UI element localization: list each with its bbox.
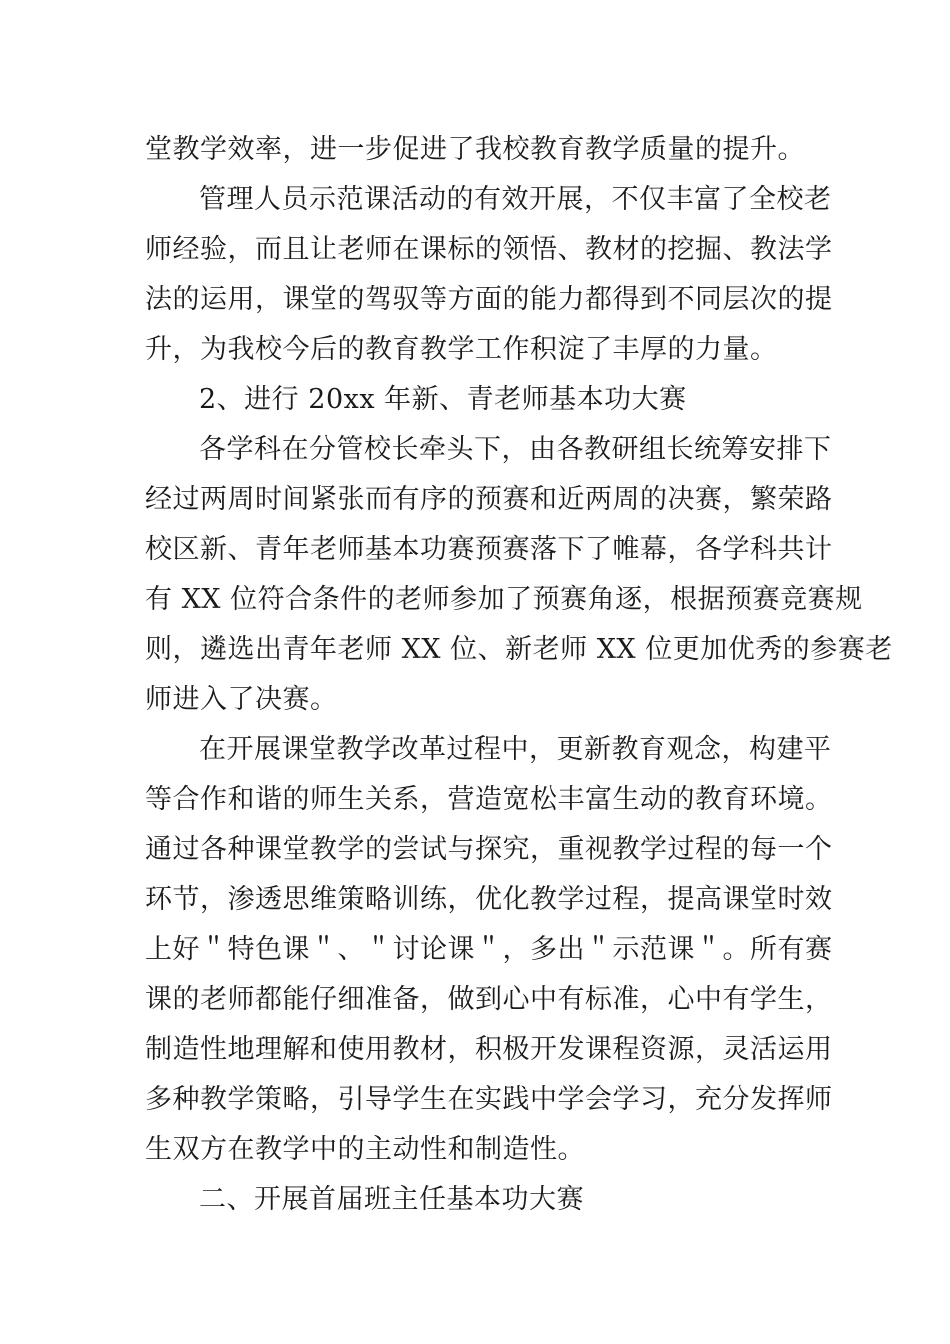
section-heading: 2、进行 20xx 年新、青老师基本功大赛 <box>199 384 687 415</box>
paragraph-line: 环节，渗透思维策略训练，优化教学过程，提高课堂时效 <box>145 884 833 915</box>
paragraph-line: 通过各种课堂教学的尝试与探究，重视教学过程的每一个 <box>145 834 833 865</box>
paragraph-line: 课的老师都能仔细准备，做到心中有标准，心中有学生， <box>145 984 833 1015</box>
paragraph-line: 则，遴选出青年老师 XX 位、新老师 XX 位更加优秀的参赛老 <box>145 634 893 665</box>
paragraph-line: 各学科在分管校长牵头下，由各教研组长统筹安排下 <box>199 434 832 465</box>
paragraph-line: 生双方在教学中的主动性和制造性。 <box>145 1134 585 1165</box>
paragraph-line: 在开展课堂教学改革过程中，更新教育观念，构建平 <box>199 734 832 765</box>
paragraph-line: 多种教学策略，引导学生在实践中学会学习，充分发挥师 <box>145 1084 833 1115</box>
paragraph-line: 有 XX 位符合条件的老师参加了预赛角逐，根据预赛竞赛规 <box>145 584 863 615</box>
paragraph-line: 堂教学效率，进一步促进了我校教育教学质量的提升。 <box>145 134 805 165</box>
paragraph-line: 师经验，而且让老师在课标的领悟、教材的挖掘、教法学 <box>145 234 833 265</box>
paragraph-line: 升，为我校今后的教育教学工作积淀了丰厚的力量。 <box>145 334 778 365</box>
paragraph-line: 经过两周时间紧张而有序的预赛和近两周的决赛，繁荣路 <box>145 484 833 515</box>
paragraph-line: 等合作和谐的师生关系，营造宽松丰富生动的教育环境。 <box>145 784 833 815</box>
paragraph-line: 法的运用，课堂的驾驭等方面的能力都得到不同层次的提 <box>145 284 833 315</box>
paragraph-line: 上好＂特色课＂、＂讨论课＂，多出＂示范课＂。所有赛 <box>145 934 833 965</box>
paragraph-line: 师进入了决赛。 <box>145 684 338 715</box>
section-heading: 二、开展首届班主任基本功大赛 <box>199 1184 584 1215</box>
paragraph-line: 管理人员示范课活动的有效开展，不仅丰富了全校老 <box>199 184 832 215</box>
paragraph-line: 制造性地理解和使用教材，积极开发课程资源，灵活运用 <box>145 1034 833 1065</box>
paragraph-line: 校区新、青年老师基本功赛预赛落下了帷幕，各学科共计 <box>145 534 833 565</box>
